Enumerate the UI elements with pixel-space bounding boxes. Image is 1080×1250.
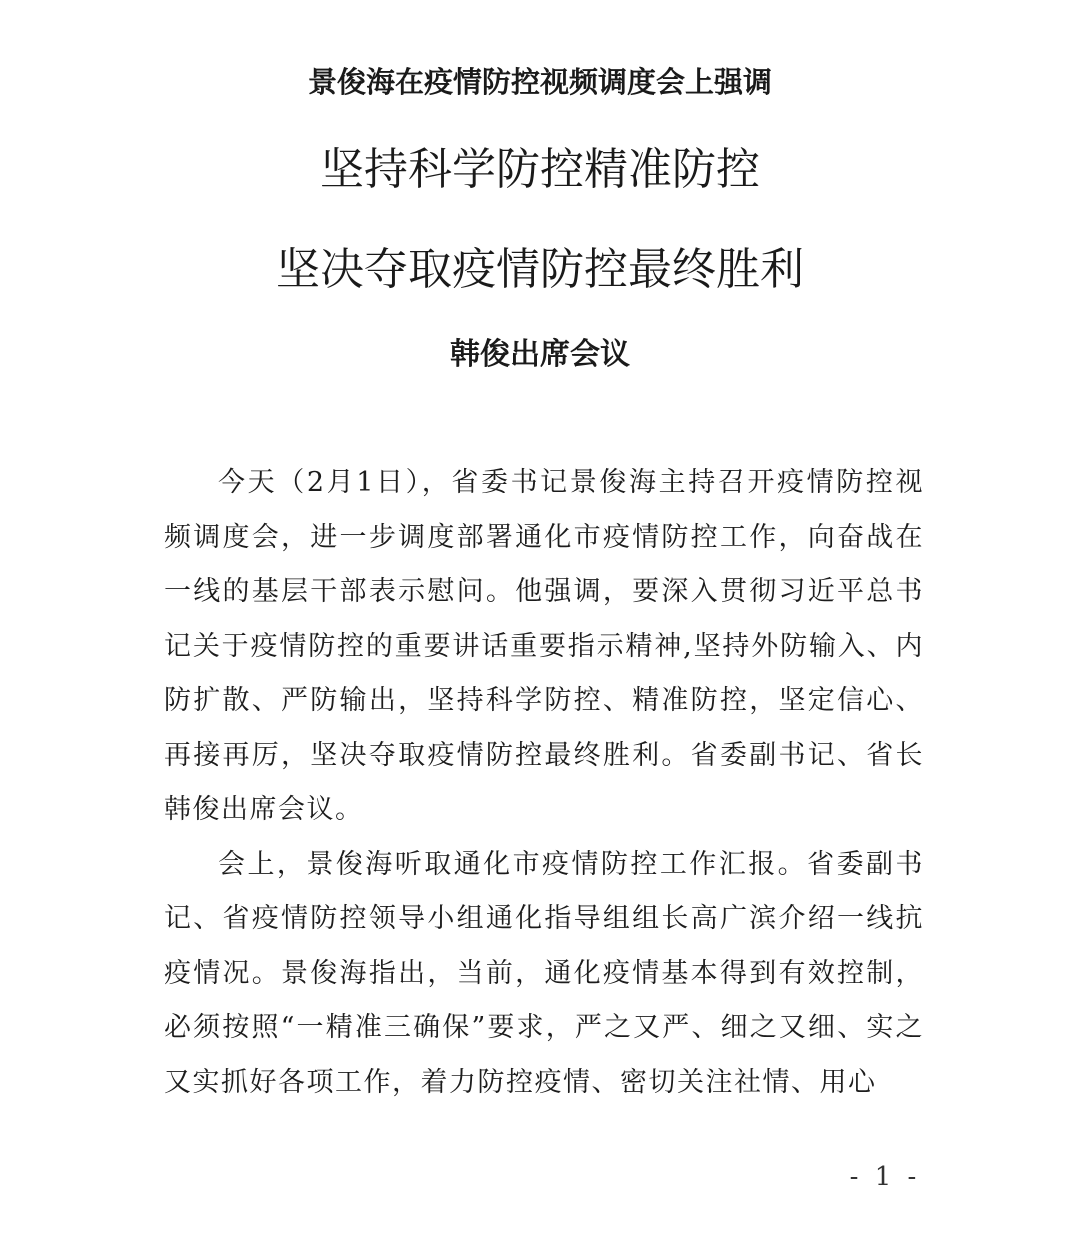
paragraph-2: 会上，景俊海听取通化市疫情防控工作汇报。省委副书记、省疫情防控领导小组通化指导组组长高广滨介绍一线抗疫情况。景俊海指出，当前，通化疫情基本得到有效控制，必须按照“一精准三确保”要求，严之又严、细之又细、实之又实抓好各项工作，着力防控疫情、密切关注社情、用心 — [164, 848, 924, 1098]
paragraph-1: 今天（2月1日），省委书记景俊海主持召开疫情防控视频调度会，进一步调度部署通化市疫情防控工作，向奋战在一线的基层干部表示慰问。他强调，要深入贯彻习近平总书记关于疫情防控的重要讲话重要指示精神,坚持外防输入、内防扩散、严防输出，坚持科学防控、精准防控，坚定信心、再接再厉，坚决夺取疫情防控最终胜利。省委副书记、省长韩俊出席会议。 — [164, 467, 924, 825]
page-number: - 1 - — [849, 1162, 921, 1192]
article-body — [164, 456, 924, 1110]
headline-line-2: 坚决夺取疫情防控最终胜利 — [276, 244, 804, 295]
kicker-title: 景俊海在疫情防控视频调度会上强调 — [307, 65, 772, 99]
subheadline: 韩俊出席会议 — [450, 337, 630, 372]
headline-line-1: 坚持科学防控精准防控 — [320, 144, 760, 195]
